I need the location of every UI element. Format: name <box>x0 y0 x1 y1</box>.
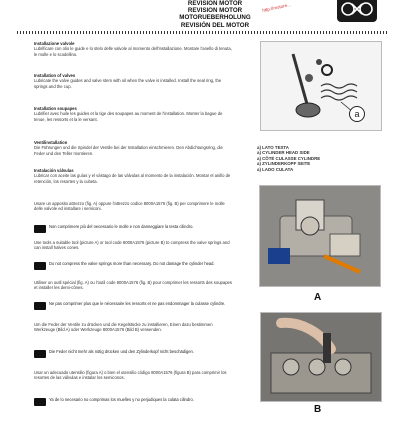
legend-line-es: a) LADO CULATA <box>257 166 294 172</box>
text-en: Lubricate the valve guides and valve stem with oil when the valve is installed. Install the seal ring, the springs and the cup. <box>34 78 222 89</box>
warning-icon <box>34 398 46 406</box>
section-it-install <box>34 41 234 57</box>
warning-en <box>34 262 240 271</box>
text-it: Lubrificare con olio le guide e lo stelo delle valvole al momento dell'installazione. Montare l'anello di tenuta, le molle e lo scodellino. <box>34 46 232 57</box>
text-fr: Lubrifier avec huile les guides et la tige des soupapes au moment de l'installation. Monter la bague de tenue, les ressorts et la le versant. <box>34 111 223 122</box>
photo-a-valve-tool <box>259 185 381 287</box>
header-title-line-4: REVISIÓN DEL MOTOR <box>180 21 250 29</box>
instruction-it: Usare un apposito attrezzo (fig. A) oppure l'attrezzo codice 8000A1576 (fig. B) per comprimere le molle delle valvole ed installare i semiconi. <box>34 201 225 212</box>
legend-line-en: a) CYLINDER HEAD SIDE <box>257 150 310 156</box>
warning-fr <box>34 302 240 311</box>
callout-a: a <box>349 106 365 122</box>
heading-de: Ventilinstallation <box>34 140 68 145</box>
warning-icon <box>34 262 46 270</box>
section-es-install <box>34 168 234 184</box>
motor-section-icon <box>337 0 377 22</box>
warning-de <box>34 350 240 359</box>
instruction-es: Usar un adecuado utensilio (figura A) o bien el utensilio código 8000A1576 (figura B) para comprimir los resortes de las válvulas e instalar los semiconos. <box>34 370 227 381</box>
legend-line-fr: a) CÔTÉ CULASSE CYLINDRE <box>257 155 321 161</box>
header-url-watermark: http://motore... <box>261 2 292 13</box>
warning-text-es: Ya de lo necesario no comprimas los muelles y no perjudiques la culata cilindro. <box>49 397 194 402</box>
legend-line-it: a) LATO TESTA <box>257 145 289 150</box>
warning-text-de: Die Feder nicht mehr als nötig drücken und den Zylinderkopf nicht beschädigen. <box>49 349 194 354</box>
section-en-install <box>34 73 234 89</box>
warning-es <box>34 398 240 407</box>
warning-it <box>34 225 240 234</box>
warning-icon <box>34 350 46 358</box>
section-fr-install <box>34 106 234 122</box>
instruction-en: Use tools a suitable tool (picture A) or tool code 8000A1576 (picture B) to compress the valve springs and can install halves cones. <box>34 240 230 251</box>
instruction-de: Um die Feder der Ventile zu drücken und die Kegelstücke zu installieren, Einen dazu bestimmen Werkzeuge (Bild A) oder Werkzeuge 8000A1576 (Bild B) verwenden. <box>34 322 213 333</box>
photo-b-compressor-tool <box>260 312 382 402</box>
figure-label-a: A <box>314 292 322 303</box>
warning-icon <box>34 302 46 310</box>
instruction-fr: Utiliser un outil spécial (fig. A) ou l'outil code 8000A1576 (fig. B) pour comprimer les ressorts des soupapes et installer les demi-cônes. <box>34 280 232 291</box>
page-header-titles <box>150 0 280 29</box>
header-title-line-1: REVISION MOTOR <box>187 0 243 7</box>
header-divider <box>17 31 388 34</box>
heading-en: Installation of valves <box>34 73 76 78</box>
valve-exploded-figure <box>260 41 382 131</box>
warning-icon <box>34 225 46 233</box>
legend-cylinder-head-side <box>257 145 320 172</box>
text-de: Die Führungen und die Spindel der Ventile bei der Installation einschmieren. Den Abdichtungsring, die Feder und den Teller montieren. <box>34 145 223 156</box>
text-es: Lubricar con aceite las guías y el vástago de las válvulas al momento de la instalación. Montar el anillo de retención, los resortes y la cubeta. <box>34 173 231 184</box>
section-de-install <box>34 140 234 156</box>
figure-label-b: B <box>314 404 322 415</box>
header-title-line-3: MOTORUEBERHOLUNG <box>179 14 251 22</box>
warning-text-fr: Ne pas comprimer plus que le nécessaire les ressorts et ne pas endommager la culasse cylindre. <box>49 301 226 306</box>
header-title-line-2: REVISION MOTOR <box>187 7 243 15</box>
warning-text-it: Non comprimere più del necessario le molle e non danneggiare la testa cilindro. <box>49 224 194 229</box>
legend-line-de: a) ZYLINDERKOPF SEITE <box>257 161 311 167</box>
warning-text-en: Do not compress the valve springs more than necessary. Do not damage the cylinder head. <box>49 261 215 266</box>
heading-es: Instalación válvulas <box>34 168 74 173</box>
heading-fr: Installation soupapes <box>34 106 77 111</box>
heading-it: Installazione valvole <box>34 41 75 46</box>
